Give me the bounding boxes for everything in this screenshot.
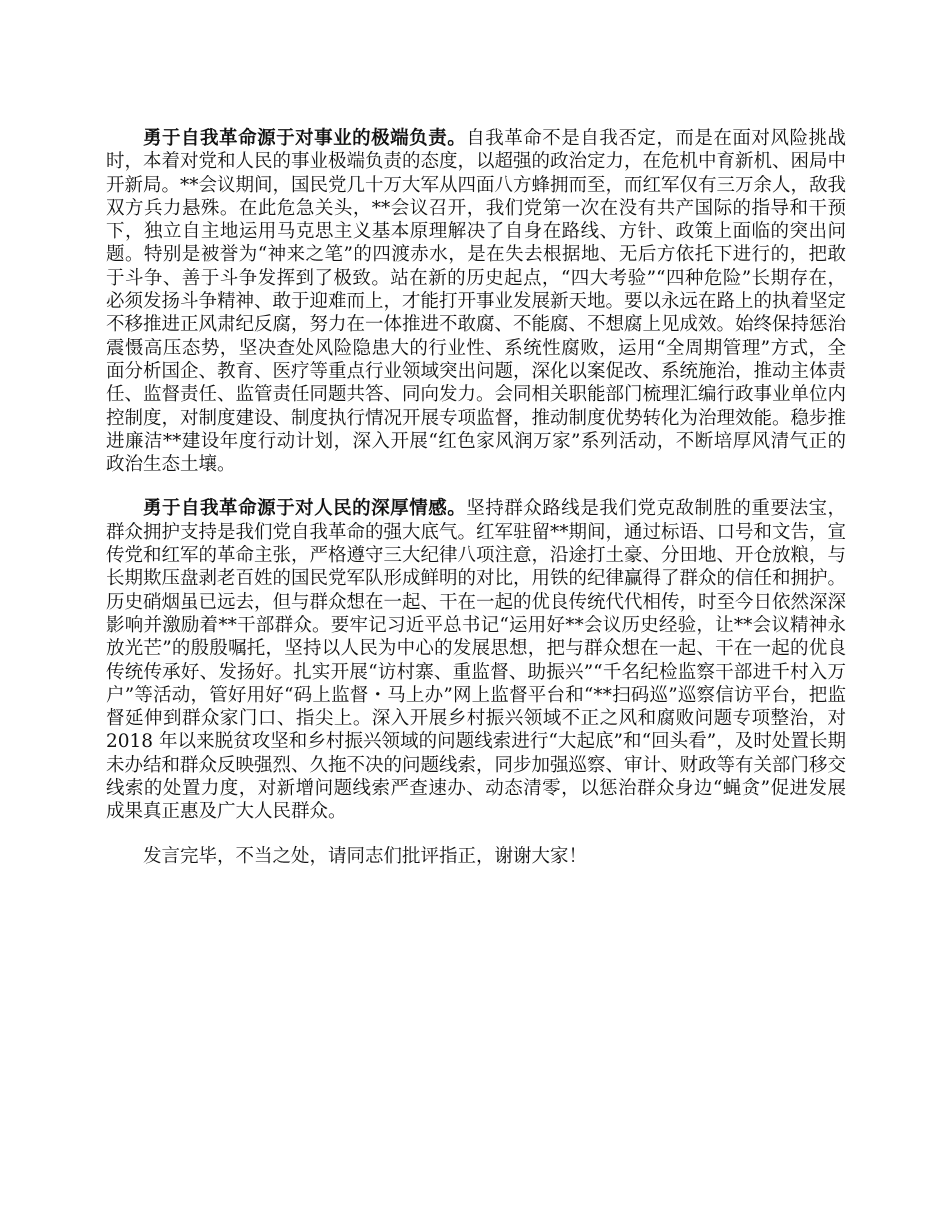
closing-text: 发言完毕，不当之处，请同志们批评指正，谢谢大家！	[143, 845, 588, 867]
paragraph-lead-heading: 勇于自我革命源于对人民的深厚情感。	[143, 498, 467, 520]
paragraph-people-affection	[106, 497, 846, 823]
closing-remarks	[106, 845, 846, 868]
paragraph-text: 自我革命不是自我否定，而是在面对风险挑战时，本着对党和人民的事业极端负责的态度，以超强的政治定力，在危机中育新机、困局中开新局。**会议期间，国民党几十万大军从四面八方蜂拥而至，而红军仅有三万余人，敌我双方兵力悬殊。在此危急关头，**会议召开，我们党第一次在没有共产国际的指导和干预下，独立自主地运用马克思主义基本原理解决了自身在路线、方针、政策上面临的突出问题。特别是被誉为“神来之笔”的四渡赤水，是在失去根据地、无后方依托下进行的，把敢于斗争、善于斗争发挥到了极致。站在新的历史起点，“四大考验”“四种危险”长期存在，必须发扬斗争精神、敢于迎难而上，才能打开事业发展新天地。要以永远在路上的执着坚定不移推进正风肃纪反腐，努力在一体推进不敢腐、不能腐、不想腐上见成效。始终保持惩治震慑高压态势，坚决查处风险隐患大的行业性、系统性腐败，运用“全周期管理”方式，全面分析国企、教育、医疗等重点行业领域突出问题，深化以案促改、系统施治，推动主体责任、监督责任、监管责任同题共答、同向发力。会同相关职能部门梳理汇编行政事业单位内控制度，对制度建设、制度执行情况开展专项监督，推动制度优势转化为治理效能。稳步推进廉洁**建设年度行动计划，深入开展“红色家风润万家”系列活动，不断培厚风清气正的政治生态土壤。	[106, 128, 847, 476]
paragraph-text: 坚持群众路线是我们党克敌制胜的重要法宝，群众拥护支持是我们党自我革命的强大底气。红军驻留**期间，通过标语、口号和文告，宣传党和红军的革命主张，严格遵守三大纪律八项注意，沿途打土豪、分田地、开仓放粮，与长期欺压盘剥老百姓的国民党军队形成鲜明的对比，用铁的纪律赢得了群众的信任和拥护。历史硝烟虽已远去，但与群众想在一起、干在一起的优良传统代代相传，时至今日依然深深影响并激励着**干部群众。要牢记习近平总书记“运用好**会议历史经验，让**会议精神永放光芒”的殷殷嘱托，坚持以人民为中心的发展思想，把与群众想在一起、干在一起的优良传统传承好、发扬好。扎实开展“访村寨、重监督、助振兴”“千名纪检监察干部进千村入万户”等活动，管好用好“码上监督・马上办”网上监督平台和“**扫码巡”巡察信访平台，把监督延伸到群众家门口、指尖上。深入开展乡村振兴领域不正之风和腐败问题专项整治，对 2018 年以来脱贫攻坚和乡村振兴领域的问题线索进行“大起底”和“回头看”，及时处置长期未办结和群众反映强烈、久拖不决的问题线索，同步加强巡察、审计、财政等有关部门移交线索的处置力度，对新增问题线索严查速办、动态清零，以惩治群众身边“蝇贪”促进发展成果真正惠及广大人民群众。	[106, 498, 847, 823]
paragraph-career-responsibility	[106, 127, 846, 476]
document-body	[106, 127, 846, 868]
paragraph-lead-heading: 勇于自我革命源于对事业的极端负责。	[143, 128, 467, 149]
